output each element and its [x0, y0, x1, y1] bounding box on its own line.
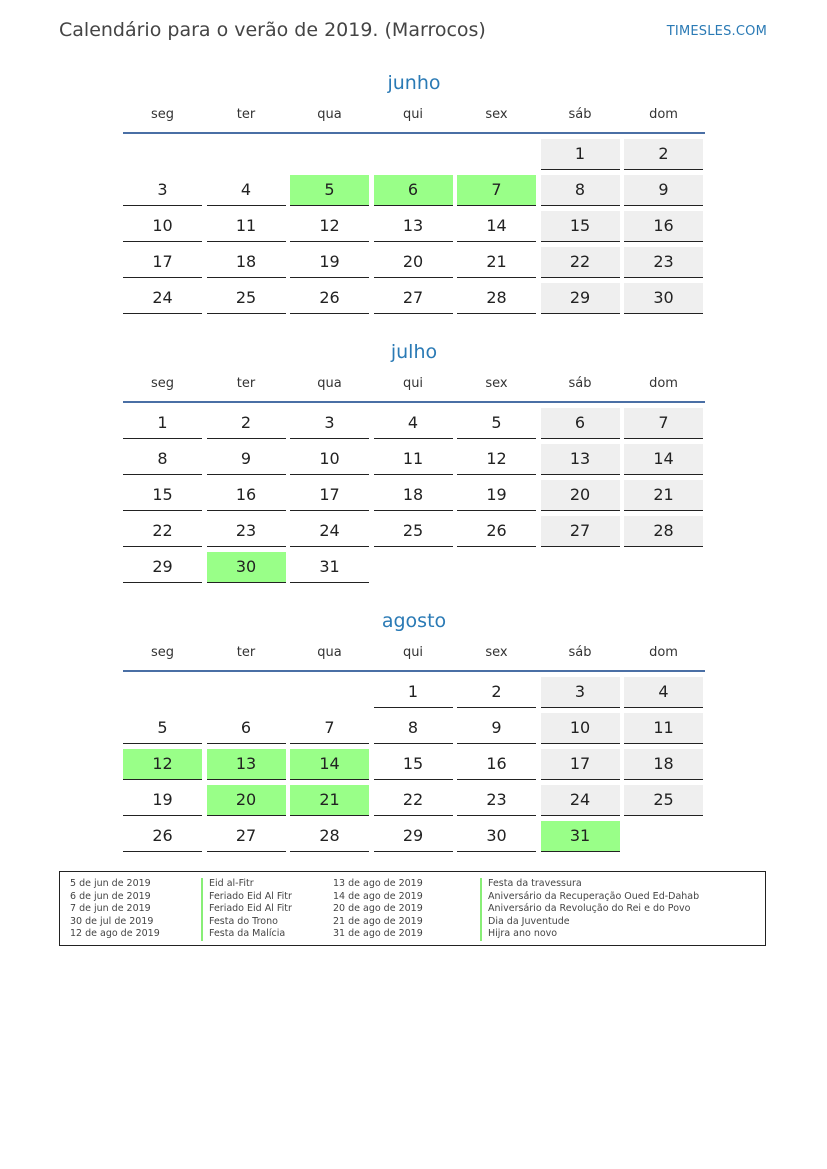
- day-cell: 7: [290, 713, 369, 744]
- weekday-label: qua: [317, 645, 342, 660]
- day-cell: 26: [290, 283, 369, 314]
- weekday-label: ter: [236, 645, 256, 660]
- weekend-day-cell: 3: [541, 677, 620, 708]
- legend-holiday-name: Eid al-Fitr: [201, 878, 292, 891]
- day-cell: 16: [207, 480, 286, 511]
- days-grid: [123, 139, 705, 314]
- weekday-label: qua: [317, 376, 342, 391]
- day-cell: 25: [207, 283, 286, 314]
- day-cell: 29: [374, 821, 453, 852]
- month-title: julho: [390, 341, 438, 363]
- legend-names-column-2: [480, 878, 699, 941]
- weekend-day-cell: 20: [541, 480, 620, 511]
- day-cell: 4: [374, 408, 453, 439]
- legend-names-column-1: [201, 878, 292, 941]
- day-cell: 26: [123, 821, 202, 852]
- weekday-label: qui: [402, 107, 424, 122]
- holiday-day-cell: 12: [123, 749, 202, 780]
- day-cell: 22: [374, 785, 453, 816]
- holiday-day-cell: 5: [290, 175, 369, 206]
- empty-cell: [207, 677, 286, 708]
- month-calendar-agosto: [123, 608, 705, 852]
- weekday-label: qui: [402, 376, 424, 391]
- day-cell: 9: [457, 713, 536, 744]
- holiday-day-cell: 7: [457, 175, 536, 206]
- day-cell: 2: [207, 408, 286, 439]
- day-cell: 15: [374, 749, 453, 780]
- weekday-label: sáb: [568, 645, 592, 660]
- day-cell: 19: [457, 480, 536, 511]
- legend-date: 20 de ago de 2019: [333, 903, 423, 915]
- day-cell: 5: [123, 713, 202, 744]
- day-cell: 18: [374, 480, 453, 511]
- day-cell: 19: [290, 247, 369, 278]
- day-cell: 22: [123, 516, 202, 547]
- weekday-label: seg: [150, 107, 175, 122]
- day-cell: 5: [457, 408, 536, 439]
- month-calendar-julho: [123, 339, 705, 583]
- holiday-day-cell: 14: [290, 749, 369, 780]
- holiday-day-cell: 6: [374, 175, 453, 206]
- legend-holiday-name: Feriado Eid Al Fitr: [201, 903, 292, 916]
- day-cell: 23: [207, 516, 286, 547]
- holiday-day-cell: 21: [290, 785, 369, 816]
- holiday-day-cell: 13: [207, 749, 286, 780]
- weekday-label: seg: [150, 645, 175, 660]
- legend-date: 5 de jun de 2019: [70, 878, 151, 889]
- weekday-label: qua: [317, 107, 342, 122]
- day-cell: 8: [123, 444, 202, 475]
- days-grid: [123, 408, 705, 583]
- weekend-day-cell: 10: [541, 713, 620, 744]
- weekday-label: qui: [402, 645, 424, 660]
- weekend-day-cell: 13: [541, 444, 620, 475]
- day-cell: 27: [207, 821, 286, 852]
- legend-holiday-name: Feriado Eid Al Fitr: [201, 891, 292, 904]
- weekend-day-cell: 11: [624, 713, 703, 744]
- day-cell: 21: [457, 247, 536, 278]
- weekday-label: dom: [649, 107, 678, 122]
- day-cell: 29: [123, 552, 202, 583]
- empty-cell: [207, 139, 286, 170]
- day-cell: 17: [123, 247, 202, 278]
- legend-date: 6 de jun de 2019: [70, 890, 151, 902]
- weekend-day-cell: 23: [624, 247, 703, 278]
- day-cell: 1: [374, 677, 453, 708]
- day-cell: 11: [207, 211, 286, 242]
- day-cell: 23: [457, 785, 536, 816]
- weekday-label: ter: [236, 376, 256, 391]
- weekend-day-cell: 18: [624, 749, 703, 780]
- weekday-label: dom: [649, 645, 678, 660]
- legend-date: 14 de ago de 2019: [333, 890, 423, 902]
- day-cell: 27: [374, 283, 453, 314]
- weekday-label: sex: [485, 645, 508, 660]
- legend-holiday-name: Festa da Malícia: [201, 928, 292, 941]
- weekend-day-cell: 29: [541, 283, 620, 314]
- day-cell: 19: [123, 785, 202, 816]
- weekday-label: sáb: [568, 107, 592, 122]
- day-cell: 11: [374, 444, 453, 475]
- day-cell: 25: [374, 516, 453, 547]
- weekend-day-cell: 21: [624, 480, 703, 511]
- empty-cell: [290, 139, 369, 170]
- empty-cell: [374, 139, 453, 170]
- empty-cell: [123, 677, 202, 708]
- weekend-day-cell: 4: [624, 677, 703, 708]
- day-cell: 13: [374, 211, 453, 242]
- day-cell: 28: [457, 283, 536, 314]
- legend-holiday-name: Festa do Trono: [201, 916, 292, 929]
- weekend-day-cell: 17: [541, 749, 620, 780]
- day-cell: 26: [457, 516, 536, 547]
- weekend-day-cell: 15: [541, 211, 620, 242]
- weekend-day-cell: 27: [541, 516, 620, 547]
- weekday-label: sáb: [568, 376, 592, 391]
- day-cell: 10: [123, 211, 202, 242]
- holiday-day-cell: 31: [541, 821, 620, 852]
- day-cell: 10: [290, 444, 369, 475]
- legend-date: 31 de ago de 2019: [333, 928, 423, 940]
- day-cell: 12: [457, 444, 536, 475]
- weekday-label: ter: [236, 107, 256, 122]
- legend-holiday-name: Hijra ano novo: [480, 928, 699, 941]
- empty-cell: [290, 677, 369, 708]
- day-cell: 3: [290, 408, 369, 439]
- empty-cell: [457, 139, 536, 170]
- day-cell: 14: [457, 211, 536, 242]
- day-cell: 15: [123, 480, 202, 511]
- day-cell: 9: [207, 444, 286, 475]
- legend-holiday-name: Festa da travessura: [480, 878, 699, 891]
- month-title: agosto: [381, 610, 447, 632]
- legend-holiday-name: Aniversário da Recuperação Oued Ed-Dahab: [480, 891, 699, 904]
- day-cell: 20: [374, 247, 453, 278]
- month-divider: [123, 670, 705, 672]
- site-link[interactable]: TIMESLES.COM: [666, 24, 767, 39]
- legend-dates-column-1: [70, 878, 160, 941]
- legend-date: 12 de ago de 2019: [70, 928, 160, 940]
- day-cell: 31: [290, 552, 369, 583]
- weekend-day-cell: 9: [624, 175, 703, 206]
- day-cell: 18: [207, 247, 286, 278]
- legend-date: 7 de jun de 2019: [70, 903, 151, 915]
- day-cell: 2: [457, 677, 536, 708]
- weekday-label: sex: [485, 376, 508, 391]
- weekend-day-cell: 6: [541, 408, 620, 439]
- legend-date: 21 de ago de 2019: [333, 915, 423, 927]
- weekday-label: sex: [485, 107, 508, 122]
- holiday-day-cell: 30: [207, 552, 286, 583]
- legend-holiday-name: Dia da Juventude: [480, 916, 699, 929]
- day-cell: 24: [123, 283, 202, 314]
- weekend-day-cell: 16: [624, 211, 703, 242]
- weekend-day-cell: 24: [541, 785, 620, 816]
- day-cell: 28: [290, 821, 369, 852]
- days-grid: [123, 677, 705, 852]
- empty-cell: [123, 139, 202, 170]
- weekday-label: dom: [649, 376, 678, 391]
- weekend-day-cell: 1: [541, 139, 620, 170]
- day-cell: 17: [290, 480, 369, 511]
- day-cell: 3: [123, 175, 202, 206]
- legend-date: 30 de jul de 2019: [70, 915, 154, 927]
- weekend-day-cell: 8: [541, 175, 620, 206]
- legend-holiday-name: Aniversário da Revolução do Rei e do Povo: [480, 903, 699, 916]
- page-title: Calendário para o verão de 2019. (Marrocos): [59, 19, 486, 41]
- day-cell: 4: [207, 175, 286, 206]
- day-cell: 1: [123, 408, 202, 439]
- month-divider: [123, 132, 705, 134]
- day-cell: 30: [457, 821, 536, 852]
- day-cell: 12: [290, 211, 369, 242]
- weekday-header: [123, 104, 705, 126]
- month-calendar-junho: [123, 70, 705, 314]
- day-cell: 6: [207, 713, 286, 744]
- holiday-day-cell: 20: [207, 785, 286, 816]
- day-cell: 8: [374, 713, 453, 744]
- weekend-day-cell: 28: [624, 516, 703, 547]
- weekend-day-cell: 22: [541, 247, 620, 278]
- weekday-header: [123, 642, 705, 664]
- legend-date: 13 de ago de 2019: [333, 878, 423, 889]
- legend-dates-column-2: [333, 878, 423, 941]
- weekend-day-cell: 25: [624, 785, 703, 816]
- day-cell: 16: [457, 749, 536, 780]
- weekend-day-cell: 2: [624, 139, 703, 170]
- weekend-day-cell: 30: [624, 283, 703, 314]
- weekday-label: seg: [150, 376, 175, 391]
- holiday-legend: [59, 871, 766, 946]
- month-title: junho: [387, 72, 441, 94]
- weekend-day-cell: 7: [624, 408, 703, 439]
- day-cell: 24: [290, 516, 369, 547]
- month-divider: [123, 401, 705, 403]
- weekend-day-cell: 14: [624, 444, 703, 475]
- weekday-header: [123, 373, 705, 395]
